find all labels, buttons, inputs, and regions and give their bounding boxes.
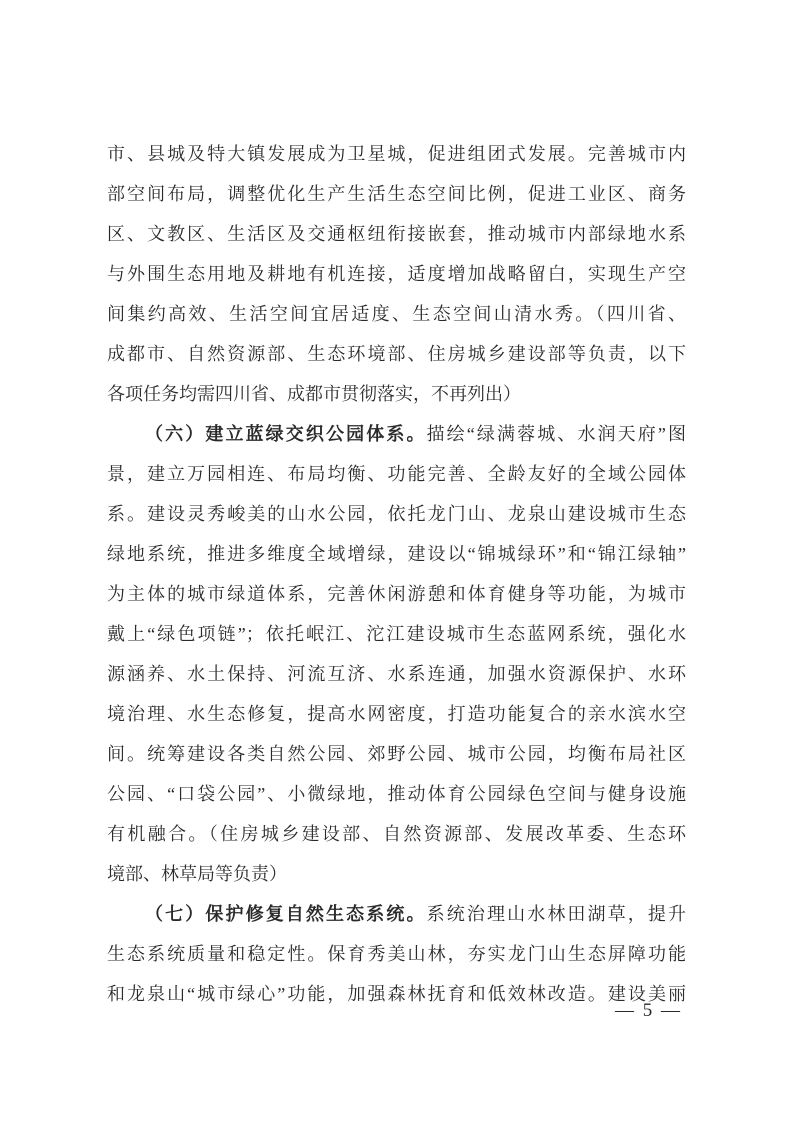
- line-text: 源涵养、水土保持、河流互济、水系连通，加强水资源保护、水环: [107, 664, 686, 684]
- page-number: — 5 —: [615, 1000, 682, 1021]
- section-heading-line: [107, 414, 686, 454]
- text-line: [107, 214, 686, 254]
- line-text: 生态系统质量和稳定性。保育秀美山林，夯实龙门山生态屏障功能: [107, 944, 686, 964]
- line-text: 境部、林草局等负责）: [107, 864, 287, 884]
- text-line: [107, 134, 686, 174]
- line-text: 成都市、自然资源部、生态环境部、住房城乡建设部等负责，以下: [107, 344, 686, 364]
- line-text: 间。统筹建设各类自然公园、郊野公园、城市公园，均衡布局社区: [107, 744, 686, 764]
- text-line: [107, 614, 686, 654]
- line-text: 与外围生态用地及耕地有机连接，适度增加战略留白，实现生产空: [107, 264, 686, 284]
- line-text: 系统治理山水林田湖草，提升: [426, 904, 687, 924]
- text-line: [107, 374, 686, 414]
- text-line: [107, 254, 686, 294]
- line-text: 有机融合。（住房城乡建设部、自然资源部、发展改革委、生态环: [107, 824, 686, 844]
- line-text: 境治理、水生态修复，提高水网密度，打造功能复合的亲水滨水空: [107, 704, 686, 724]
- line-text: 景，建立万园相连、布局均衡、功能完善、全龄友好的全域公园体: [107, 464, 686, 484]
- line-text: 系。建设灵秀峻美的山水公园，依托龙门山、龙泉山建设城市生态: [107, 504, 686, 524]
- text-line: [107, 694, 686, 734]
- line-text: 公园、“口袋公园”、小微绿地，推动体育公园绿色空间与健身设施: [107, 784, 686, 804]
- line-text: 区、文教区、生活区及交通枢纽衔接嵌套，推动城市内部绿地水系: [107, 224, 686, 244]
- text-line: [107, 534, 686, 574]
- text-line: [107, 574, 686, 614]
- text-line: [107, 494, 686, 534]
- text-line: [107, 854, 686, 894]
- text-line: [107, 654, 686, 694]
- text-line: [107, 734, 686, 774]
- line-text: 为主体的城市绿道体系，完善休闲游憩和体育健身等功能，为城市: [107, 584, 686, 604]
- text-line: [107, 934, 686, 974]
- text-line: [107, 294, 686, 334]
- line-text: 部空间布局，调整优化生产生活生态空间比例，促进工业区、商务: [107, 184, 686, 204]
- line-text: 绿地系统，推进多维度全域增绿，建设以“锦城绿环”和“锦江绿轴”: [107, 544, 686, 564]
- text-line: [107, 334, 686, 374]
- text-line: [107, 974, 686, 1014]
- text-line: [107, 774, 686, 814]
- text-line: [107, 454, 686, 494]
- line-text: 间集约高效、生活空间宜居适度、生态空间山清水秀。（四川省、: [107, 304, 686, 324]
- text-line: [107, 814, 686, 854]
- page-body-text: [107, 134, 686, 1014]
- line-text: 描绘“绿满蓉城、水润天府”图: [426, 424, 686, 444]
- section-heading-line: [107, 894, 686, 934]
- line-text: 和龙泉山“城市绿心”功能，加强森林抚育和低效林改造。建设美丽: [107, 984, 686, 1004]
- line-text: 市、县城及特大镇发展成为卫星城，促进组团式发展。完善城市内: [107, 144, 686, 164]
- line-text: 戴上“绿色项链”；依托岷江、沱江建设城市生态蓝网系统，强化水: [107, 624, 686, 644]
- line-text: 各项任务均需四川省、成都市贯彻落实，不再列出）: [107, 384, 521, 404]
- section-heading-text: （七）保护修复自然生态系统。: [145, 904, 427, 924]
- text-line: [107, 174, 686, 214]
- section-heading-text: （六）建立蓝绿交织公园体系。: [145, 424, 427, 444]
